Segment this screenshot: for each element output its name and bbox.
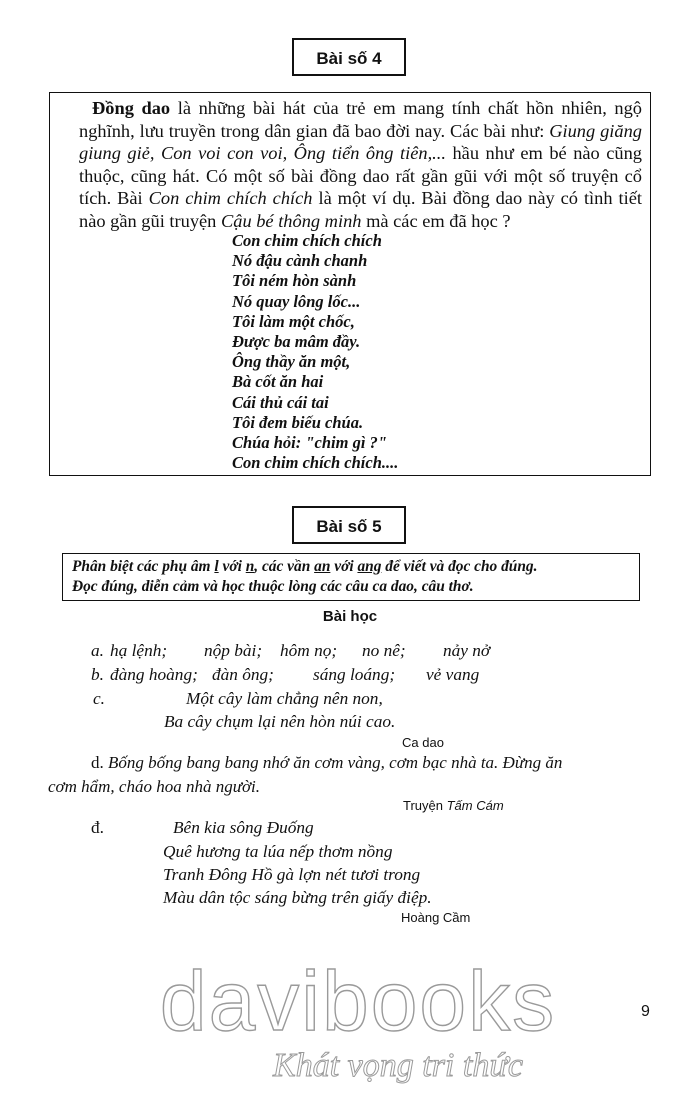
item-a-word: hôm nọ; (280, 641, 338, 660)
item-d-source: Truyện Tấm Cám (403, 798, 504, 813)
item-dd-line: Quê hương ta lúa nếp thơm nồng (163, 842, 393, 861)
item-dd-source: Hoàng Cầm (401, 910, 471, 925)
poem-line: Con chim chích chích.... (232, 453, 399, 473)
item-c-line-2: Ba cây chụm lại nên hòn núi cao. (164, 712, 396, 731)
item-c-label: c. (93, 689, 105, 708)
exercise-5-title: Bài số 5 (292, 506, 406, 544)
exercise-4-intro: Đồng dao là những bài hát của trẻ em mang tính chất hồn nhiên, ngộ nghĩnh, lưu truyền trong dân gian đã bao đời nay. Các bài như: Giung giăng giung giẻ, Con voi con voi, Ông tiển ông tiên,... hầu như em bé nào cũng thuộc, cũng hát. Có một số bài đồng dao rất gần gũi với một số truyện cổ tích. Bài Con chim chích chích là một ví dụ. Bài đồng dao này có tình tiết nào gần gũi truyện Cậu bé thông minh mà các em đã học ? (79, 98, 643, 231)
item-b-word: sáng loáng; (313, 665, 396, 684)
instruction-line-2: Đọc đúng, diễn cảm và học thuộc lòng các câu ca dao, câu thơ. (72, 578, 474, 595)
page-number: 9 (641, 1003, 650, 1020)
poem-line: Nó đậu cành chanh (232, 251, 368, 271)
poem-line: Được ba mâm đầy. (232, 332, 361, 352)
song-title: Con chim chích chích (148, 188, 313, 209)
item-dd-line: Bên kia sông Đuống (173, 818, 314, 837)
item-a-word: nộp bài; (204, 641, 263, 660)
poem-line: Tôi ném hòn sành (232, 271, 357, 291)
item-dd-line: Tranh Đông Hồ gà lợn nét tươi trong (163, 865, 421, 884)
item-c-source: Ca dao (402, 735, 444, 750)
poem-line: Tôi đem biếu chúa. (232, 412, 364, 432)
exercise-4-box (49, 92, 651, 476)
item-a-word: hạ lệnh; (110, 641, 168, 660)
item-c-line-1: Một cây làm chẳng nên non, (186, 689, 383, 708)
instruction-line-1: Phân biệt các phụ âm l với n, các vần an với ang để viết và đọc cho đúng. (72, 558, 538, 575)
poem-line: Tôi làm một chốc, (232, 311, 355, 331)
song-titles: Giung giăng giung giẻ, Con voi con voi, Ông tiển ông tiên,... (79, 120, 642, 164)
item-a-word: nảy nở (443, 641, 491, 660)
poem-line: Con chim chích chích (232, 231, 382, 250)
poem (232, 231, 398, 473)
item-b-word: đàn ông; (212, 665, 274, 684)
poem-line: Ông thầy ăn một, (232, 352, 351, 372)
exercise-4-title: Bài số 4 (292, 38, 406, 76)
exercise-5-instructions (62, 553, 640, 601)
item-a-label: a. (91, 641, 104, 660)
item-dd-label: đ. (91, 818, 104, 837)
item-dd-line: Màu dân tộc sáng bừng trên giấy điệp. (163, 888, 432, 907)
poem-line: Cái thủ cái tai (232, 392, 329, 412)
logo-wordmark: davibooks (159, 954, 557, 1048)
poem-line: Chúa hỏi: "chim gì ?" (232, 433, 387, 453)
poem-line: Nó quay lông lốc... (232, 291, 361, 311)
term-dong-dao: Đồng dao (92, 98, 171, 118)
item-d-line-1: d. Bống bống bang bang nhớ ăn cơm vàng, cơm bạc nhà ta. Đừng ăn (91, 753, 563, 772)
item-a-word: no nê; (362, 641, 406, 660)
story-title: Cậu bé thông minh (220, 210, 362, 231)
davibooks-watermark-logo (148, 952, 568, 1087)
item-b-label: b. (91, 665, 104, 684)
item-b-word: đàng hoàng; (110, 665, 198, 684)
poem-line: Bà cốt ăn hai (232, 372, 324, 392)
item-b-word: vẻ vang (426, 665, 480, 684)
logo-tagline: Khát vọng tri thức (273, 1047, 523, 1084)
item-d-line-2: cơm hẩm, cháo hoa nhà người. (48, 777, 261, 796)
lesson-heading: Bài học (322, 608, 378, 625)
